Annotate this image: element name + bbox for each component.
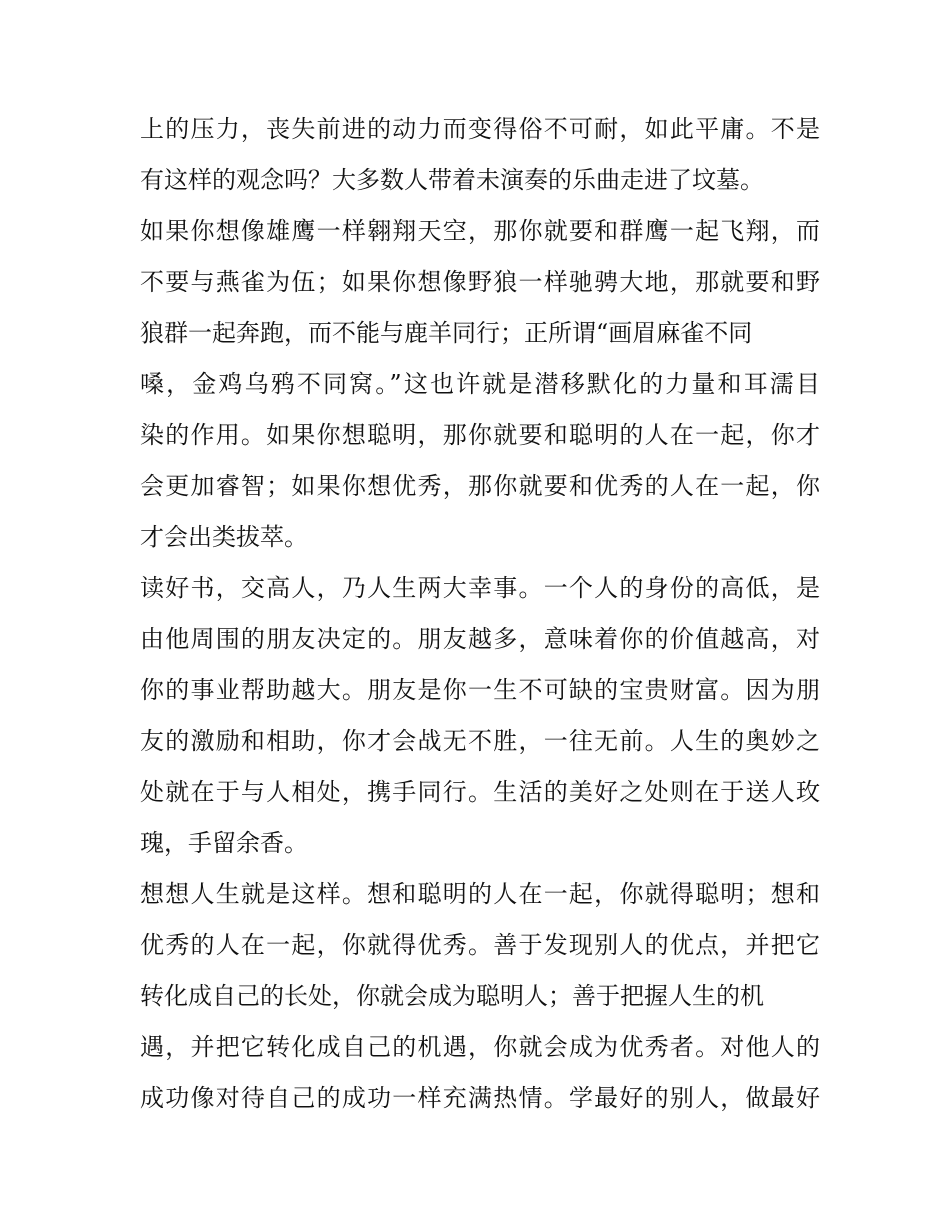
text-line: 你的事业帮助越大。朋友是你一生不可缺的宝贵财富。因为朋 <box>140 676 820 704</box>
text-line: 读好书，交高人，乃人生两大幸事。一个人的身份的高低，是 <box>140 574 820 602</box>
text-line: 不要与燕雀为伍；如果你想像野狼一样驰骋大地，那就要和野 <box>140 268 820 296</box>
text-line: 处就在于与人相处，携手同行。生活的美好之处则在于送人玫 <box>140 778 820 806</box>
text-line: 转化成自己的长处，你就会成为聪明人；善于把握人生的机 <box>140 982 764 1010</box>
text-line: 瑰，手留余香。 <box>140 829 308 857</box>
body-text <box>140 104 820 1124</box>
text-line: 染的作用。如果你想聪明，那你就要和聪明的人在一起，你才 <box>140 421 820 449</box>
text-line: 优秀的人在一起，你就得优秀。善于发现别人的优点，并把它 <box>140 931 820 959</box>
text-line: 才会出类拔萃。 <box>140 523 308 551</box>
text-line: 成功像对待自己的成功一样充满热情。学最好的别人，做最好 <box>140 1084 820 1112</box>
text-line: 遇，并把它转化成自己的机遇，你就会成为优秀者。对他人的 <box>140 1033 820 1061</box>
text-line: 上的压力，丧失前进的动力而变得俗不可耐，如此平庸。不是 <box>140 115 820 143</box>
text-line: 友的激励和相助，你才会战无不胜，一往无前。人生的奥妙之 <box>140 727 820 755</box>
text-line: 狼群一起奔跑，而不能与鹿羊同行；正所谓“画眉麻雀不同 <box>140 319 753 347</box>
text-line: 想想人生就是这样。想和聪明的人在一起，你就得聪明；想和 <box>140 880 820 908</box>
text-line: 有这样的观念吗？大多数人带着未演奏的乐曲走进了坟墓。 <box>140 166 764 194</box>
text-line: 嗓，金鸡乌鸦不同窝。”这也许就是潜移默化的力量和耳濡目 <box>140 370 820 398</box>
text-line: 由他周围的朋友决定的。朋友越多，意味着你的价值越高，对 <box>140 625 820 653</box>
text-line: 如果你想像雄鹰一样翱翔天空，那你就要和群鹰一起飞翔，而 <box>140 217 820 245</box>
text-line: 会更加睿智；如果你想优秀，那你就要和优秀的人在一起，你 <box>140 472 820 500</box>
